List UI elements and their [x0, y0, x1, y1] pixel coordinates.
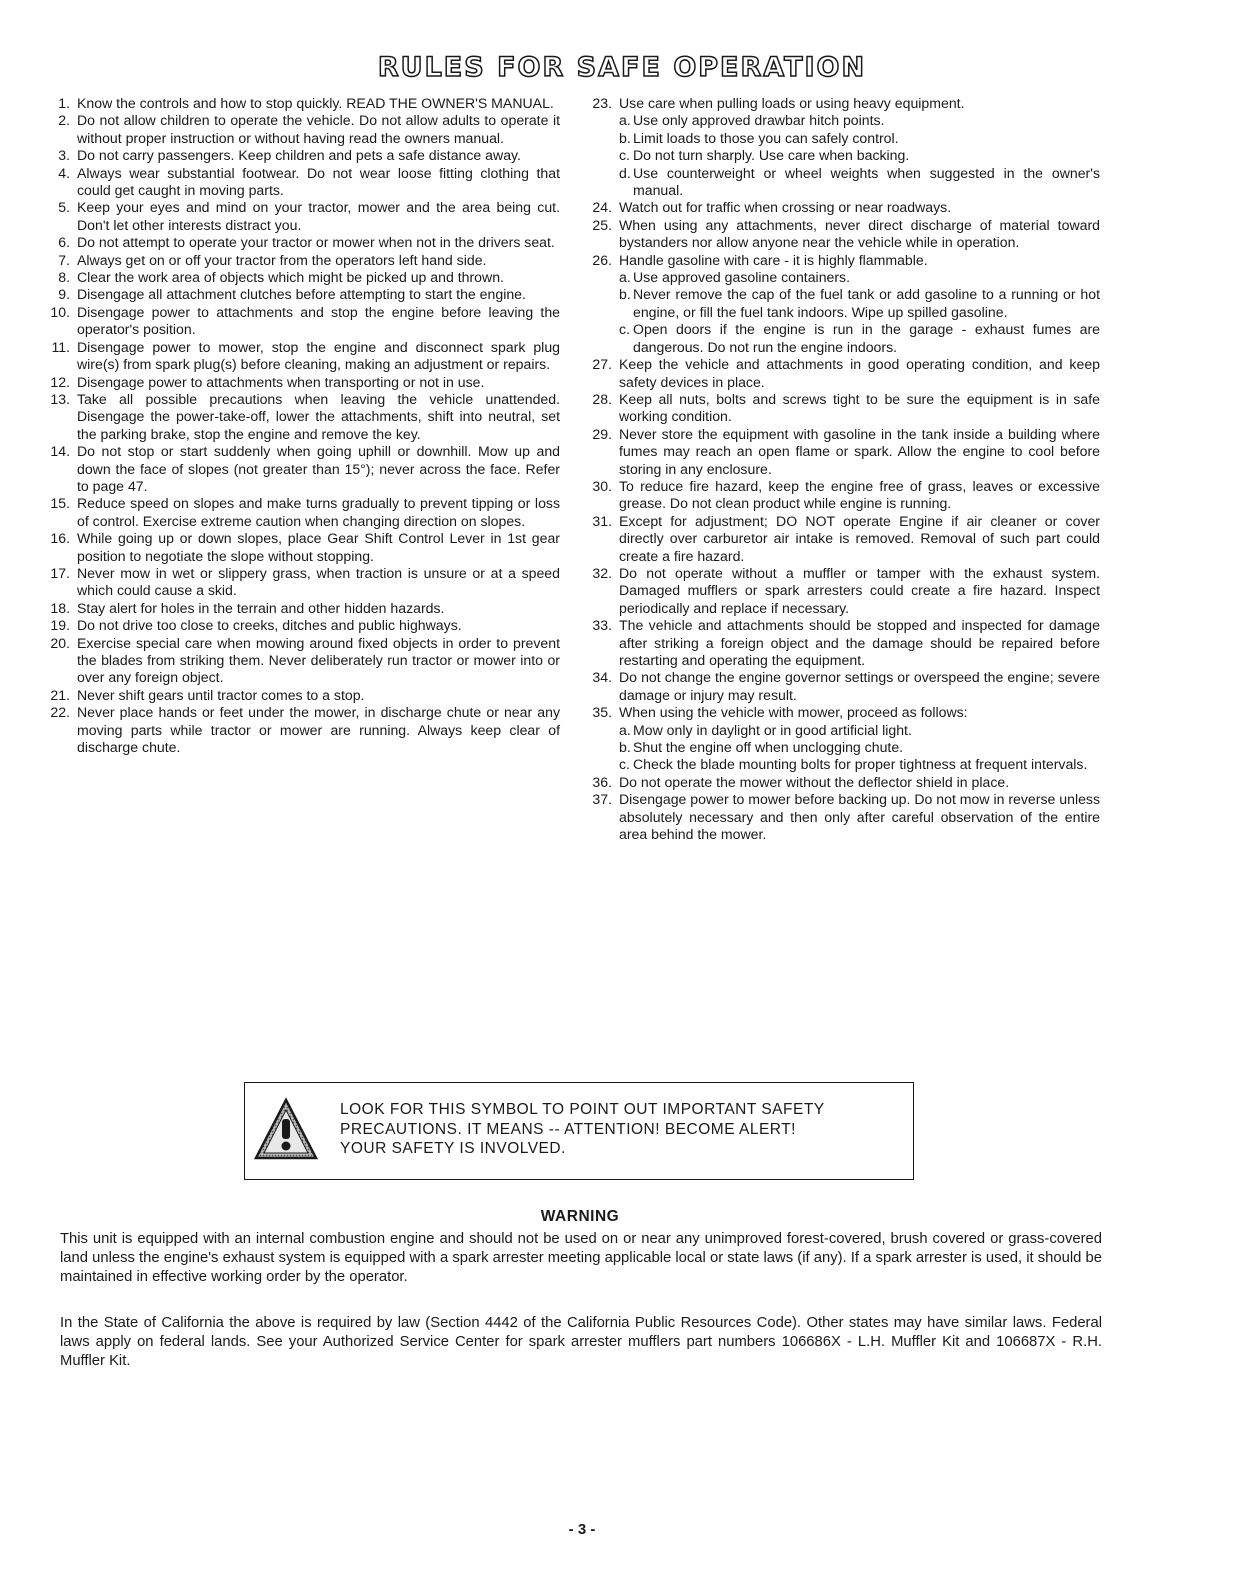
rule-number: 33. [592, 617, 612, 634]
rule-number: 11. [51, 338, 70, 355]
rule-item [582, 252, 1100, 269]
rule-item [40, 443, 560, 495]
subitem-letter: c. [619, 321, 630, 338]
rule-number: 1. [58, 95, 70, 111]
rule-text: Do not allow children to operate the vehicle. Do not allow adults to operate it without proper instruction or without having read the owners manual. [77, 112, 560, 146]
rule-number: 17. [50, 564, 70, 581]
rule-item [40, 147, 560, 164]
rule-number: 28. [592, 390, 612, 407]
subitem-letter: a. [619, 269, 631, 286]
rule-item [40, 687, 560, 704]
rule-text: Stay alert for holes in the terrain and other hidden hazards. [77, 599, 445, 616]
rule-number: 34. [592, 669, 612, 686]
rule-number: 18. [50, 599, 70, 616]
subitem-letter: b. [619, 286, 631, 303]
rule-number: 10. [50, 303, 70, 320]
rule-number: 19. [50, 617, 70, 634]
rule-text: Do not operate the mower without the deflector shield in place. [619, 773, 1010, 790]
rule-text: Take all possible precautions when leaving the vehicle unattended. Disengage the power-take-off, lower the attachments, shift into neutral, set the parking brake, stop the engine and remove the key. [77, 390, 560, 442]
rule-text: Do not change the engine governor settings or overspeed the engine; severe damage or injury may result. [619, 669, 1100, 703]
rule-number: 35. [592, 704, 612, 721]
rule-text: Do not carry passengers. Keep children and pets a safe distance away. [77, 147, 521, 164]
rule-number: 5. [58, 199, 70, 216]
subitem-letter: b. [619, 129, 631, 146]
rule-number: 16. [50, 530, 70, 547]
rule-item [582, 426, 1100, 478]
rule-number: 14. [50, 443, 70, 460]
symbol-notice-line: LOOK FOR THIS SYMBOL TO POINT OUT IMPORTANT SAFETY [340, 1101, 825, 1118]
rule-text: To reduce fire hazard, keep the engine free of grass, leaves or excessive grease. Do not clean product while engine is running. [619, 477, 1100, 512]
rule-text: Disengage power to mower before backing up. Do not mow in reverse unless absolutely necessary and then only after careful observation of the entire area behind the mower. [619, 791, 1101, 843]
subitem-letter: d. [619, 164, 631, 181]
rule-text: Keep all nuts, bolts and screws tight to be sure the equipment is in safe working condition. [619, 390, 1100, 425]
rule-text: While going up or down slopes, place Gear Shift Control Lever in 1st gear position to negotiate the slope without stopping. [77, 530, 560, 564]
rule-number: 22. [50, 704, 70, 721]
rule-subitem [582, 147, 1100, 164]
rule-item [40, 391, 560, 443]
rule-number: 7. [58, 251, 70, 268]
rule-number: 23. [592, 95, 612, 111]
rule-item [40, 234, 560, 251]
rule-number: 30. [592, 477, 612, 494]
rule-text: Reduce speed on slopes and make turns gradually to prevent tipping or loss of control. Exercise extreme caution when changing direction on slopes. [77, 495, 560, 529]
subitem-text: Mow only in daylight or in good artificial light. [633, 721, 912, 738]
rule-text: Never shift gears until tractor comes to a stop. [77, 686, 365, 703]
rule-item [582, 217, 1100, 252]
rule-item [40, 635, 560, 687]
rule-number: 25. [592, 216, 612, 233]
rule-item [582, 199, 1100, 216]
rule-subitem [582, 321, 1100, 356]
page-number: - 3 - [568, 1521, 596, 1538]
warning-heading: WARNING [540, 1208, 620, 1225]
subitem-text: Do not turn sharply. Use care when backing. [633, 147, 910, 164]
rule-number: 32. [592, 564, 612, 581]
rule-item [40, 286, 560, 303]
rule-text: Never store the equipment with gasoline in the tank inside a building where fumes may reach an open flame or spark. Allow the engine to cool before storing in any enclosure. [619, 425, 1100, 477]
subitem-text: Use only approved drawbar hitch points. [633, 112, 885, 129]
rule-text: Never place hands or feet under the mower, in discharge chute or near any moving parts while tractor or mower are running. Always keep clear of discharge chute. [77, 704, 560, 756]
rule-number: 15. [50, 495, 70, 512]
rule-item [40, 339, 560, 374]
rule-number: 9. [58, 286, 70, 303]
rule-number: 13. [50, 390, 70, 407]
rule-number: 24. [592, 199, 612, 216]
symbol-notice-line: YOUR SAFETY IS INVOLVED. [340, 1140, 566, 1157]
rule-subitem [582, 286, 1100, 321]
warning-paragraph: This unit is equipped with an internal combustion engine and should not be used on or near any unimproved forest-covered, brush covered or grass-covered land unless the engine's exhaust system is equipped with a spark arrester meeting applicable local or state laws (if any). If a spark arrester is used, it should be maintained in effective working order by the operator. [60, 1231, 1102, 1285]
rule-text: When using the vehicle with mower, proceed as follows: [619, 704, 968, 721]
subitem-letter: a. [619, 112, 631, 129]
subitem-text: Use counterweight or wheel weights when suggested in the owner's manual. [633, 164, 1100, 199]
rule-item [582, 565, 1100, 617]
rule-number: 6. [58, 234, 70, 251]
rule-number: 4. [58, 164, 70, 181]
rule-item [40, 565, 560, 600]
rule-number: 20. [50, 634, 70, 651]
rule-text: The vehicle and attachments should be stopped and inspected for damage after striking a foreign object and the damage should be repaired before restarting and operating the equipment. [619, 617, 1100, 668]
safety-symbol-notice [244, 1082, 914, 1180]
subitem-text: Limit loads to those you can safely control. [633, 129, 899, 146]
subitem-text: Shut the engine off when unclogging chute. [633, 739, 904, 756]
rule-subitem [582, 269, 1100, 286]
rule-number: 37. [592, 791, 612, 808]
subitem-letter: a. [619, 721, 631, 738]
rule-item [40, 252, 560, 269]
rule-text: When using any attachments, never direct discharge of material toward bystanders nor allow anyone near the vehicle while in operation. [619, 216, 1100, 251]
rule-item [582, 617, 1100, 669]
rule-item [40, 112, 560, 147]
rule-number: 26. [592, 251, 612, 268]
rule-text: Always get on or off your tractor from the operators left hand side. [77, 251, 487, 268]
rule-text: Know the controls and how to stop quickly. READ THE OWNER'S MANUAL. [77, 95, 554, 111]
rule-number: 12. [50, 373, 70, 390]
rule-text: Watch out for traffic when crossing or near roadways. [619, 199, 952, 216]
rule-number: 3. [58, 147, 70, 164]
rule-item [582, 478, 1100, 513]
rule-subitem [582, 112, 1100, 129]
rule-item [40, 95, 560, 112]
rule-number: 8. [58, 269, 70, 286]
rule-subitem [582, 165, 1100, 200]
rule-subitem [582, 739, 1100, 756]
rule-item [582, 356, 1100, 391]
rule-item [582, 791, 1100, 843]
page-title: RULES FOR SAFE OPERATION [377, 52, 867, 83]
rule-text: Disengage power to mower, stop the engine and disconnect spark plug wire(s) from spark plug(s) before cleaning, making an adjustment or repairs. [77, 338, 560, 373]
rule-text: Do not attempt to operate your tractor or mower when not in the drivers seat. [77, 234, 555, 251]
rule-subitem [582, 722, 1100, 739]
rule-text: Do not stop or start suddenly when going uphill or downhill. Mow up and down the face of slopes (not greater than 15°); never across the face. Refer to page 47. [77, 443, 560, 494]
subitem-letter: c. [619, 756, 630, 773]
rule-item [40, 374, 560, 391]
rule-item [582, 704, 1100, 721]
rule-text: Always wear substantial footwear. Do not wear loose fitting clothing that could get caught in moving parts. [77, 164, 560, 199]
rule-subitem [582, 756, 1100, 773]
subitem-text: Never remove the cap of the fuel tank or add gasoline to a running or hot engine, or fill the fuel tank indoors. Wipe up spilled gasoline. [633, 286, 1100, 320]
rule-text: Never mow in wet or slippery grass, when traction is unsure or at a speed which could cause a skid. [77, 564, 560, 599]
warning-paragraph-california: In the State of California the above is required by law (Section 4442 of the California Public Resources Code). Other states may have similar laws. Federal laws apply on federal lands. See your Authorized Service Center for spark arrester mufflers part numbers 106686X - L.H. Muffler Kit and 106687X - R.H. Muffler Kit. [60, 1315, 1102, 1369]
rule-item [40, 530, 560, 565]
subitem-text: Check the blade mounting bolts for proper tightness at frequent intervals. [633, 756, 1088, 773]
subitem-text: Use approved gasoline containers. [633, 269, 851, 286]
rule-text: Keep your eyes and mind on your tractor, mower and the area being cut. Don't let other interests distract you. [77, 199, 560, 233]
rule-number: 31. [592, 512, 612, 529]
rule-item [582, 513, 1100, 565]
rule-text: Clear the work area of objects which might be picked up and thrown. [77, 269, 504, 286]
rule-text: Disengage power to attachments when transporting or not in use. [77, 373, 485, 390]
rule-text: Use care when pulling loads or using heavy equipment. [619, 95, 965, 111]
subitem-letter: c. [619, 147, 630, 164]
rule-item [40, 269, 560, 286]
subitem-text: Open doors if the engine is run in the garage - exhaust fumes are dangerous. Do not run the engine indoors. [633, 321, 1100, 355]
rule-text: Handle gasoline with care - it is highly flammable. [619, 251, 928, 268]
rule-item [40, 199, 560, 234]
rule-number: 2. [58, 112, 70, 129]
rule-item [40, 304, 560, 339]
rule-item [40, 617, 560, 634]
rule-subitem [582, 130, 1100, 147]
rule-text: Except for adjustment; DO NOT operate Engine if air cleaner or cover directly over carburetor air intake is removed. Removal of such part could create a fire hazard. [619, 512, 1100, 564]
rule-text: Keep the vehicle and attachments in good operating condition, and keep safety devices in place. [619, 356, 1100, 390]
rule-text: Do not drive too close to creeks, ditches and public highways. [77, 617, 462, 634]
safety-alert-icon [253, 1097, 319, 1161]
symbol-notice-line: PRECAUTIONS. IT MEANS -- ATTENTION! BECOME ALERT! [340, 1120, 796, 1138]
rule-text: Disengage power to attachments and stop the engine before leaving the operator's position. [77, 303, 560, 338]
rule-number: 29. [592, 425, 612, 442]
rules-left-column [40, 95, 560, 756]
rule-item [582, 95, 1100, 112]
rule-item [40, 704, 560, 756]
subitem-letter: b. [619, 739, 631, 756]
rule-item [40, 165, 560, 200]
rule-item [582, 669, 1100, 704]
rule-number: 21. [50, 686, 70, 703]
rule-text: Do not operate without a muffler or tamper with the exhaust system. Damaged mufflers or spark arresters could create a fire hazard. Inspect periodically and replace if necessary. [619, 564, 1100, 616]
rule-item [582, 774, 1100, 791]
rule-item [40, 495, 560, 530]
rule-item [582, 391, 1100, 426]
rule-number: 27. [592, 356, 612, 373]
rule-item [40, 600, 560, 617]
rule-text: Exercise special care when mowing around fixed objects in order to prevent the blades from striking them. Never deliberately run tractor or mower into or over any foreign object. [77, 634, 560, 686]
rule-text: Disengage all attachment clutches before attempting to start the engine. [77, 286, 526, 303]
rule-number: 36. [592, 773, 612, 790]
rules-right-column [582, 95, 1100, 843]
